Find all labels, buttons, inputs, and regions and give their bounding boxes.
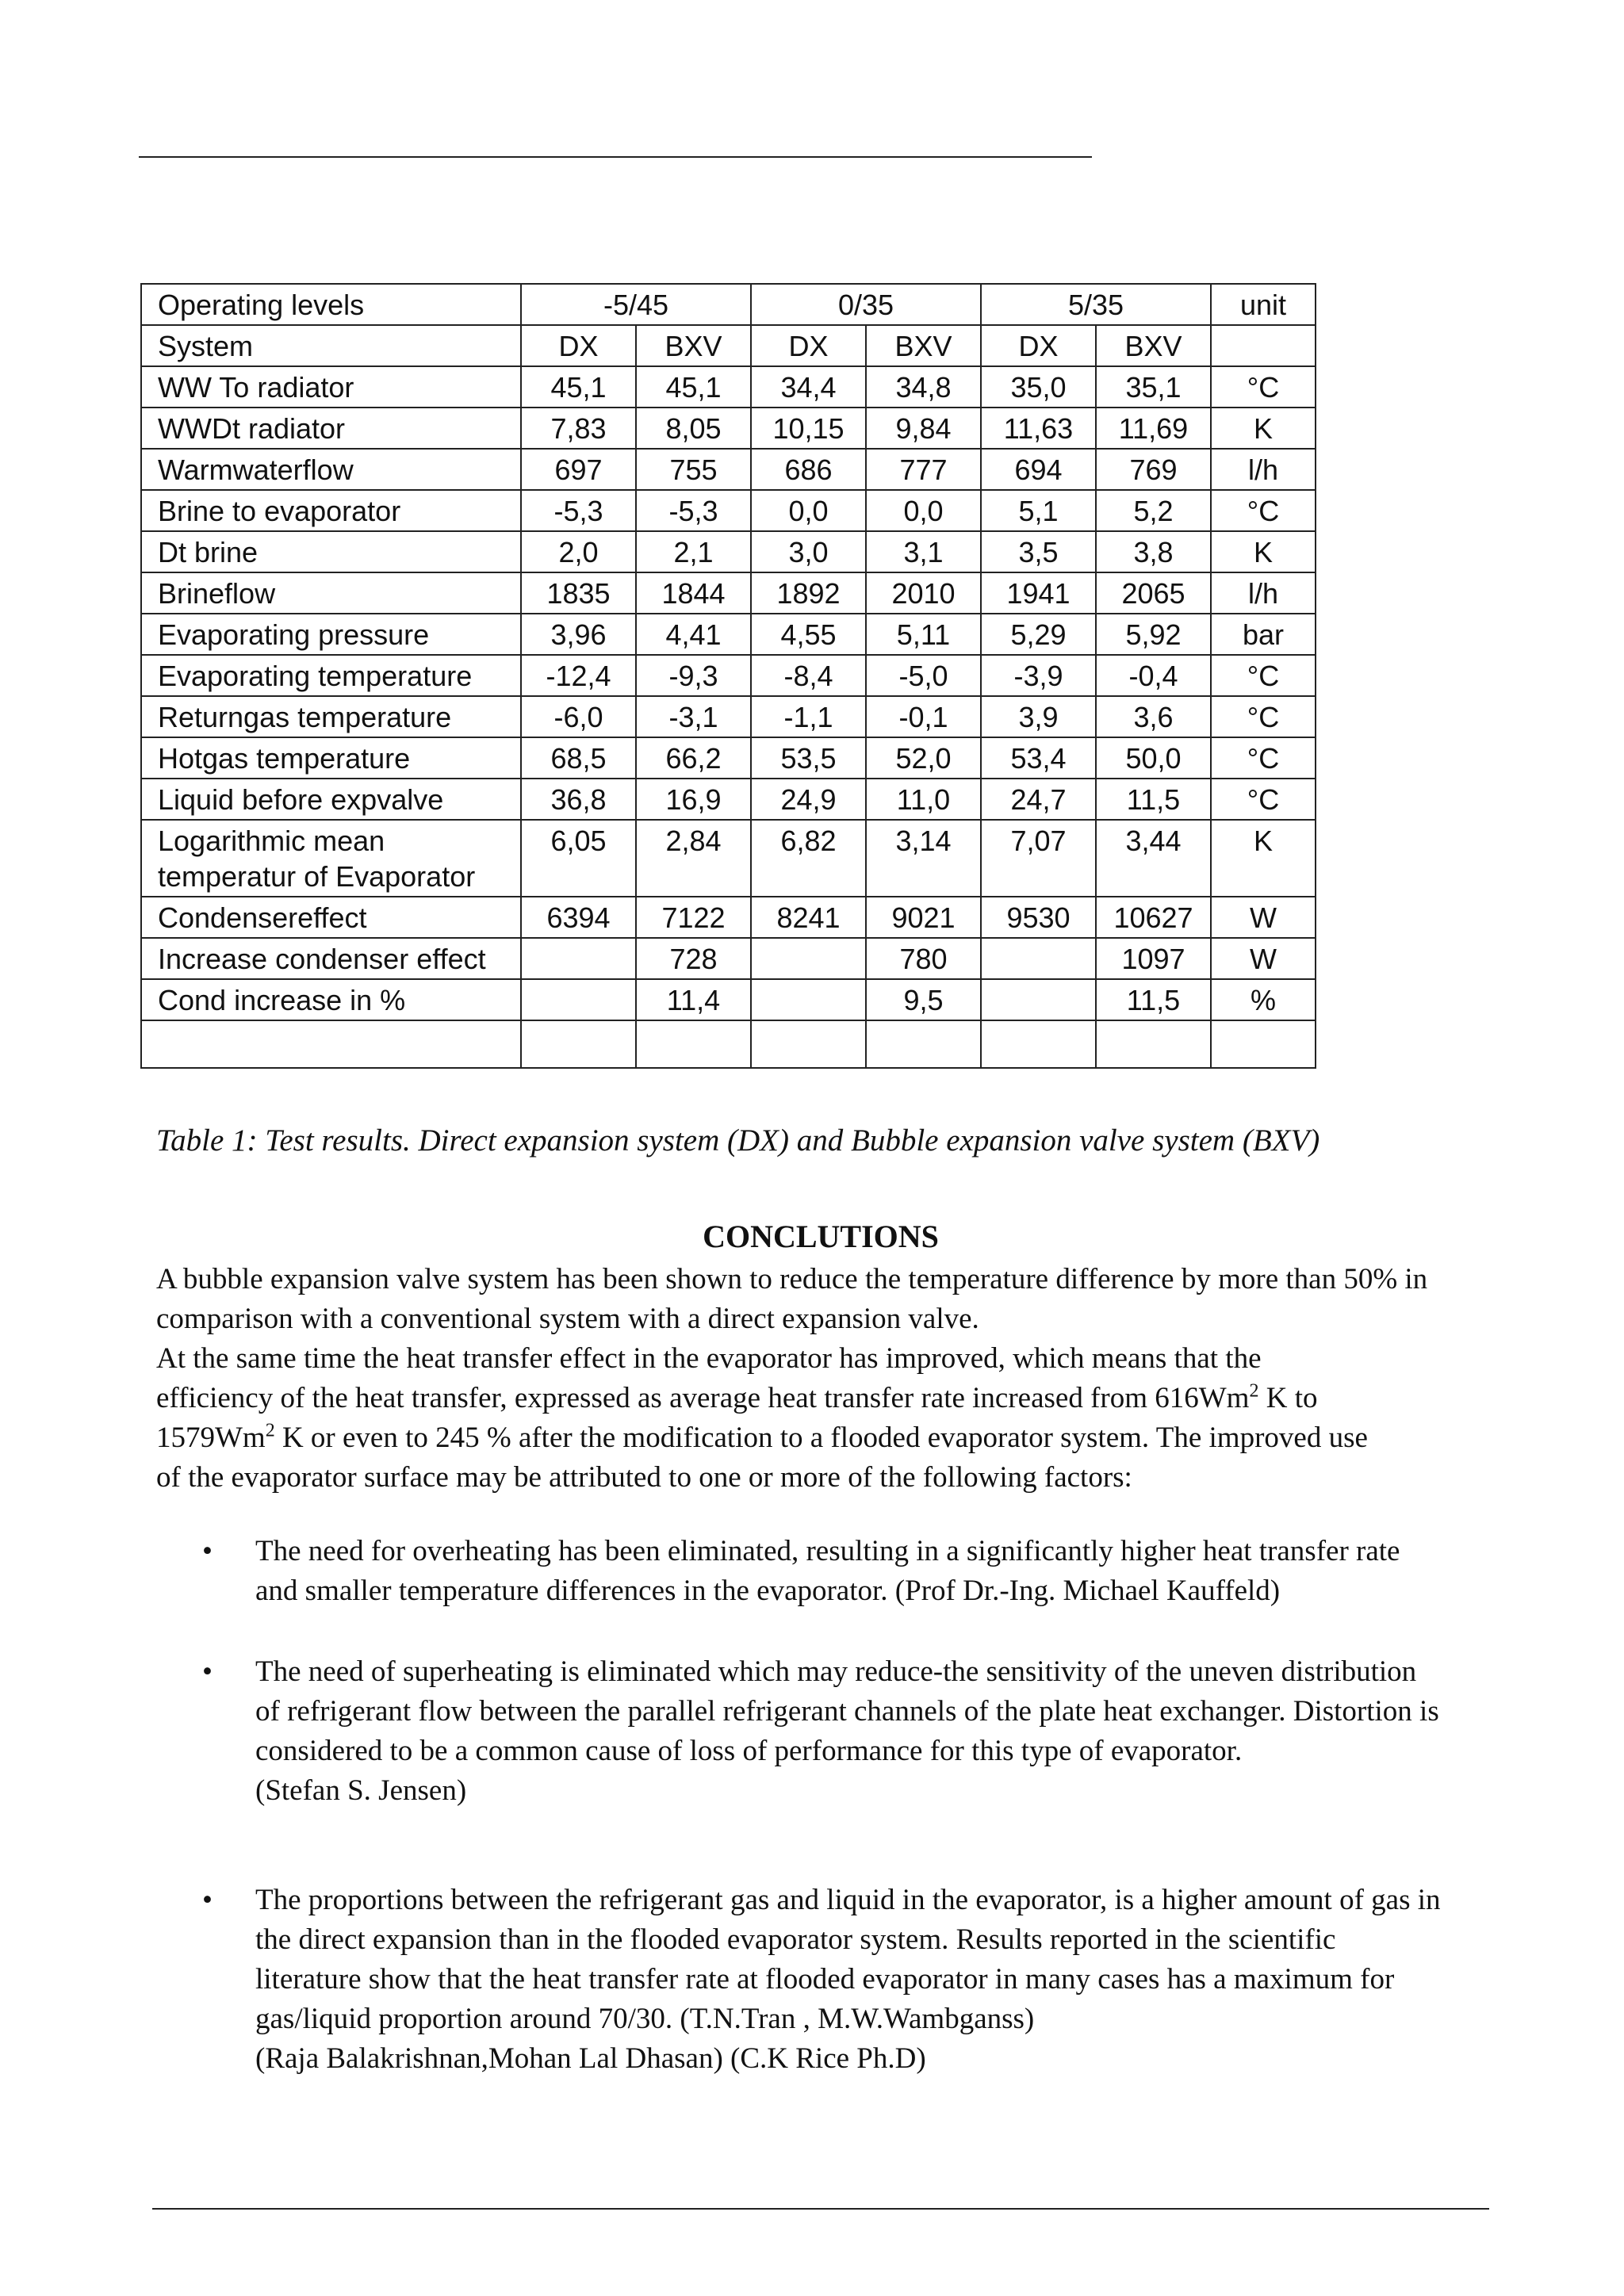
- value-cell: 10627: [1096, 897, 1211, 938]
- value-cell: 11,5: [1096, 779, 1211, 820]
- table-row: [141, 449, 1316, 490]
- value-cell: [981, 938, 1096, 979]
- table-header-row: [141, 284, 1316, 325]
- value-cell: 0,0: [866, 490, 981, 531]
- value-cell: 6394: [521, 897, 636, 938]
- value-cell: [751, 979, 866, 1020]
- value-cell: 9530: [981, 897, 1096, 938]
- system-cell: DX: [521, 325, 636, 366]
- paragraph-line: 1579Wm: [156, 1422, 266, 1454]
- bullet-line: (Stefan S. Jensen): [255, 1774, 467, 1807]
- level-header-cell: 5/35: [981, 284, 1211, 325]
- value-cell: 6,05: [521, 820, 636, 897]
- value-cell: 68,5: [521, 737, 636, 779]
- value-cell: -1,1: [751, 696, 866, 737]
- empty-cell: [521, 1020, 636, 1068]
- table-row: [141, 366, 1316, 408]
- table-row: [141, 408, 1316, 449]
- value-cell: 5,1: [981, 490, 1096, 531]
- table-caption: Table 1: Test results. Direct expansion system (DX) and Bubble expansion valve system (BXV): [156, 1123, 1320, 1158]
- value-cell: 5,92: [1096, 614, 1211, 655]
- empty-cell: [636, 1020, 751, 1068]
- row-label-cell: Evaporating pressure: [141, 614, 521, 655]
- value-cell: 1892: [751, 572, 866, 614]
- value-cell: 8,05: [636, 408, 751, 449]
- value-cell: 7122: [636, 897, 751, 938]
- value-cell: 45,1: [636, 366, 751, 408]
- value-cell: -0,1: [866, 696, 981, 737]
- value-cell: 36,8: [521, 779, 636, 820]
- value-cell: 35,0: [981, 366, 1096, 408]
- value-cell: 3,0: [751, 531, 866, 572]
- table-row: [141, 655, 1316, 696]
- value-cell: 9021: [866, 897, 981, 938]
- value-cell: -3,9: [981, 655, 1096, 696]
- footer-rule: [152, 2208, 1489, 2210]
- conclusion-paragraph: [156, 1260, 1520, 1498]
- unit-cell: °C: [1211, 779, 1316, 820]
- paragraph-line: A bubble expansion valve system has been shown to reduce the temperature difference by more than 50% in: [156, 1263, 1428, 1295]
- unit-cell: °C: [1211, 490, 1316, 531]
- value-cell: 5,2: [1096, 490, 1211, 531]
- value-cell: [751, 938, 866, 979]
- value-cell: 2,0: [521, 531, 636, 572]
- bullet-line: the direct expansion than in the flooded evaporator system. Results reported in the scientific: [255, 1923, 1336, 1956]
- value-cell: 16,9: [636, 779, 751, 820]
- empty-cell: [866, 1020, 981, 1068]
- value-cell: 3,1: [866, 531, 981, 572]
- row-label-cell: Liquid before expvalve: [141, 779, 521, 820]
- header-label-cell: Operating levels: [141, 284, 521, 325]
- table-body: [141, 284, 1316, 1068]
- empty-cell: [141, 1020, 521, 1068]
- row-label-cell: Brine to evaporator: [141, 490, 521, 531]
- value-cell: -0,4: [1096, 655, 1211, 696]
- header-rule: [139, 156, 1092, 158]
- value-cell: [521, 979, 636, 1020]
- table-row: [141, 979, 1316, 1020]
- table-row: [141, 696, 1316, 737]
- empty-cell: [1096, 1020, 1211, 1068]
- value-cell: 66,2: [636, 737, 751, 779]
- value-cell: 3,5: [981, 531, 1096, 572]
- value-cell: 11,5: [1096, 979, 1211, 1020]
- value-cell: 34,8: [866, 366, 981, 408]
- unit-cell: bar: [1211, 614, 1316, 655]
- value-cell: 755: [636, 449, 751, 490]
- table-row: [141, 614, 1316, 655]
- value-cell: [981, 979, 1096, 1020]
- system-cell: BXV: [636, 325, 751, 366]
- superscript: 2: [265, 1420, 275, 1441]
- value-cell: 3,44: [1096, 820, 1211, 897]
- system-unit-cell: [1211, 325, 1316, 366]
- value-cell: 6,82: [751, 820, 866, 897]
- value-cell: -5,3: [636, 490, 751, 531]
- value-cell: 3,14: [866, 820, 981, 897]
- row-label-cell: Returngas temperature: [141, 696, 521, 737]
- value-cell: 686: [751, 449, 866, 490]
- superscript: 2: [1249, 1380, 1259, 1402]
- unit-cell: °C: [1211, 696, 1316, 737]
- value-cell: -3,1: [636, 696, 751, 737]
- unit-cell: l/h: [1211, 572, 1316, 614]
- system-row: [141, 325, 1316, 366]
- value-cell: 4,55: [751, 614, 866, 655]
- unit-cell: °C: [1211, 366, 1316, 408]
- system-cell: BXV: [866, 325, 981, 366]
- row-label-cell: Condensereffect: [141, 897, 521, 938]
- value-cell: -8,4: [751, 655, 866, 696]
- value-cell: 3,6: [1096, 696, 1211, 737]
- unit-cell: W: [1211, 897, 1316, 938]
- value-cell: 1844: [636, 572, 751, 614]
- value-cell: 35,1: [1096, 366, 1211, 408]
- row-label-cell: Logarithmic mean temperatur of Evaporator: [141, 820, 521, 897]
- value-cell: 9,5: [866, 979, 981, 1020]
- section-heading: CONCLUTIONS: [703, 1219, 939, 1254]
- value-cell: 777: [866, 449, 981, 490]
- table-row: [141, 572, 1316, 614]
- value-cell: 11,4: [636, 979, 751, 1020]
- value-cell: 8241: [751, 897, 866, 938]
- value-cell: 728: [636, 938, 751, 979]
- value-cell: 50,0: [1096, 737, 1211, 779]
- value-cell: 3,9: [981, 696, 1096, 737]
- bullet-line: of refrigerant flow between the parallel refrigerant channels of the plate heat exchanger. Distortion is: [255, 1695, 1439, 1728]
- value-cell: 7,07: [981, 820, 1096, 897]
- unit-cell: K: [1211, 820, 1316, 897]
- empty-table-row: [141, 1020, 1316, 1068]
- value-cell: 34,4: [751, 366, 866, 408]
- table-row: [141, 490, 1316, 531]
- value-cell: 11,69: [1096, 408, 1211, 449]
- bullet-line: The need of superheating is eliminated which may reduce-the sensitivity of the uneven distribution: [255, 1655, 1417, 1688]
- value-cell: 52,0: [866, 737, 981, 779]
- system-label-cell: System: [141, 325, 521, 366]
- row-label-cell: Increase condenser effect: [141, 938, 521, 979]
- unit-header-cell: unit: [1211, 284, 1316, 325]
- empty-cell: [981, 1020, 1096, 1068]
- paragraph-line: efficiency of the heat transfer, expressed as average heat transfer rate increased from 616Wm: [156, 1382, 1250, 1414]
- level-header-cell: -5/45: [521, 284, 751, 325]
- table-row: [141, 737, 1316, 779]
- value-cell: 45,1: [521, 366, 636, 408]
- value-cell: 9,84: [866, 408, 981, 449]
- table-row: [141, 897, 1316, 938]
- system-cell: DX: [751, 325, 866, 366]
- row-label-cell: Warmwaterflow: [141, 449, 521, 490]
- value-cell: 1941: [981, 572, 1096, 614]
- value-cell: 10,15: [751, 408, 866, 449]
- value-cell: 11,63: [981, 408, 1096, 449]
- bullet-line: gas/liquid proportion around 70/30. (T.N.Tran , M.W.Wambganss): [255, 2003, 1035, 2035]
- value-cell: 697: [521, 449, 636, 490]
- value-cell: 4,41: [636, 614, 751, 655]
- table-row: [141, 820, 1316, 897]
- value-cell: 780: [866, 938, 981, 979]
- system-cell: DX: [981, 325, 1096, 366]
- bullet-dot-icon: •: [202, 1535, 213, 1567]
- value-cell: 769: [1096, 449, 1211, 490]
- bullet-line: The need for overheating has been eliminated, resulting in a significantly higher heat transfer rate: [255, 1535, 1400, 1567]
- level-header-cell: 0/35: [751, 284, 981, 325]
- value-cell: 3,96: [521, 614, 636, 655]
- bullet-line: literature show that the heat transfer rate at flooded evaporator in many cases has a maximum for: [255, 1963, 1395, 1996]
- row-label-cell: WWDt radiator: [141, 408, 521, 449]
- value-cell: 1835: [521, 572, 636, 614]
- unit-cell: W: [1211, 938, 1316, 979]
- unit-cell: K: [1211, 531, 1316, 572]
- bullet-line: and smaller temperature differences in the evaporator. (Prof Dr.-Ing. Michael Kauffeld): [255, 1575, 1281, 1607]
- paragraph-line: K to: [1258, 1382, 1318, 1414]
- value-cell: -9,3: [636, 655, 751, 696]
- unit-cell: %: [1211, 979, 1316, 1020]
- value-cell: 24,7: [981, 779, 1096, 820]
- bullet-dot-icon: •: [202, 1884, 213, 1916]
- table-row: [141, 531, 1316, 572]
- bullet-line: (Raja Balakrishnan,Mohan Lal Dhasan) (C.K Rice Ph.D): [255, 2042, 926, 2075]
- bullet-line: considered to be a common cause of loss of performance for this type of evaporator.: [255, 1735, 1243, 1767]
- results-table: [140, 283, 1316, 1069]
- table-row: [141, 779, 1316, 820]
- value-cell: 24,9: [751, 779, 866, 820]
- value-cell: -5,0: [866, 655, 981, 696]
- unit-cell: K: [1211, 408, 1316, 449]
- value-cell: [521, 938, 636, 979]
- row-label-cell: Dt brine: [141, 531, 521, 572]
- value-cell: 2065: [1096, 572, 1211, 614]
- paragraph-line: At the same time the heat transfer effect in the evaporator has improved, which means that the: [156, 1342, 1262, 1375]
- bullet-line: The proportions between the refrigerant gas and liquid in the evaporator, is a higher amount of gas in: [255, 1884, 1441, 1916]
- table-row: [141, 938, 1316, 979]
- empty-cell: [751, 1020, 866, 1068]
- value-cell: 2010: [866, 572, 981, 614]
- row-label-cell: Brineflow: [141, 572, 521, 614]
- paragraph-line: comparison with a conventional system with a direct expansion valve.: [156, 1303, 979, 1335]
- value-cell: 5,29: [981, 614, 1096, 655]
- empty-cell: [1211, 1020, 1316, 1068]
- bullet-text: [255, 1532, 1572, 1611]
- value-cell: 7,83: [521, 408, 636, 449]
- value-cell: -5,3: [521, 490, 636, 531]
- value-cell: 11,0: [866, 779, 981, 820]
- row-label-cell: Evaporating temperature: [141, 655, 521, 696]
- value-cell: 694: [981, 449, 1096, 490]
- value-cell: 0,0: [751, 490, 866, 531]
- value-cell: 3,8: [1096, 531, 1211, 572]
- unit-cell: l/h: [1211, 449, 1316, 490]
- paragraph-line: K or even to 245 % after the modification to a flooded evaporator system. The improved use: [274, 1422, 1368, 1454]
- value-cell: 53,4: [981, 737, 1096, 779]
- value-cell: 2,84: [636, 820, 751, 897]
- row-label-cell: Hotgas temperature: [141, 737, 521, 779]
- unit-cell: °C: [1211, 655, 1316, 696]
- row-label-cell: WW To radiator: [141, 366, 521, 408]
- value-cell: 5,11: [866, 614, 981, 655]
- value-cell: -12,4: [521, 655, 636, 696]
- value-cell: -6,0: [521, 696, 636, 737]
- unit-cell: °C: [1211, 737, 1316, 779]
- value-cell: 1097: [1096, 938, 1211, 979]
- value-cell: 53,5: [751, 737, 866, 779]
- bullet-dot-icon: •: [202, 1655, 213, 1688]
- bullet-text: [255, 1881, 1572, 2079]
- paragraph-line: of the evaporator surface may be attributed to one or more of the following factors:: [156, 1461, 1132, 1494]
- system-cell: BXV: [1096, 325, 1211, 366]
- value-cell: 2,1: [636, 531, 751, 572]
- bullet-text: [255, 1652, 1572, 1811]
- row-label-cell: Cond increase in %: [141, 979, 521, 1020]
